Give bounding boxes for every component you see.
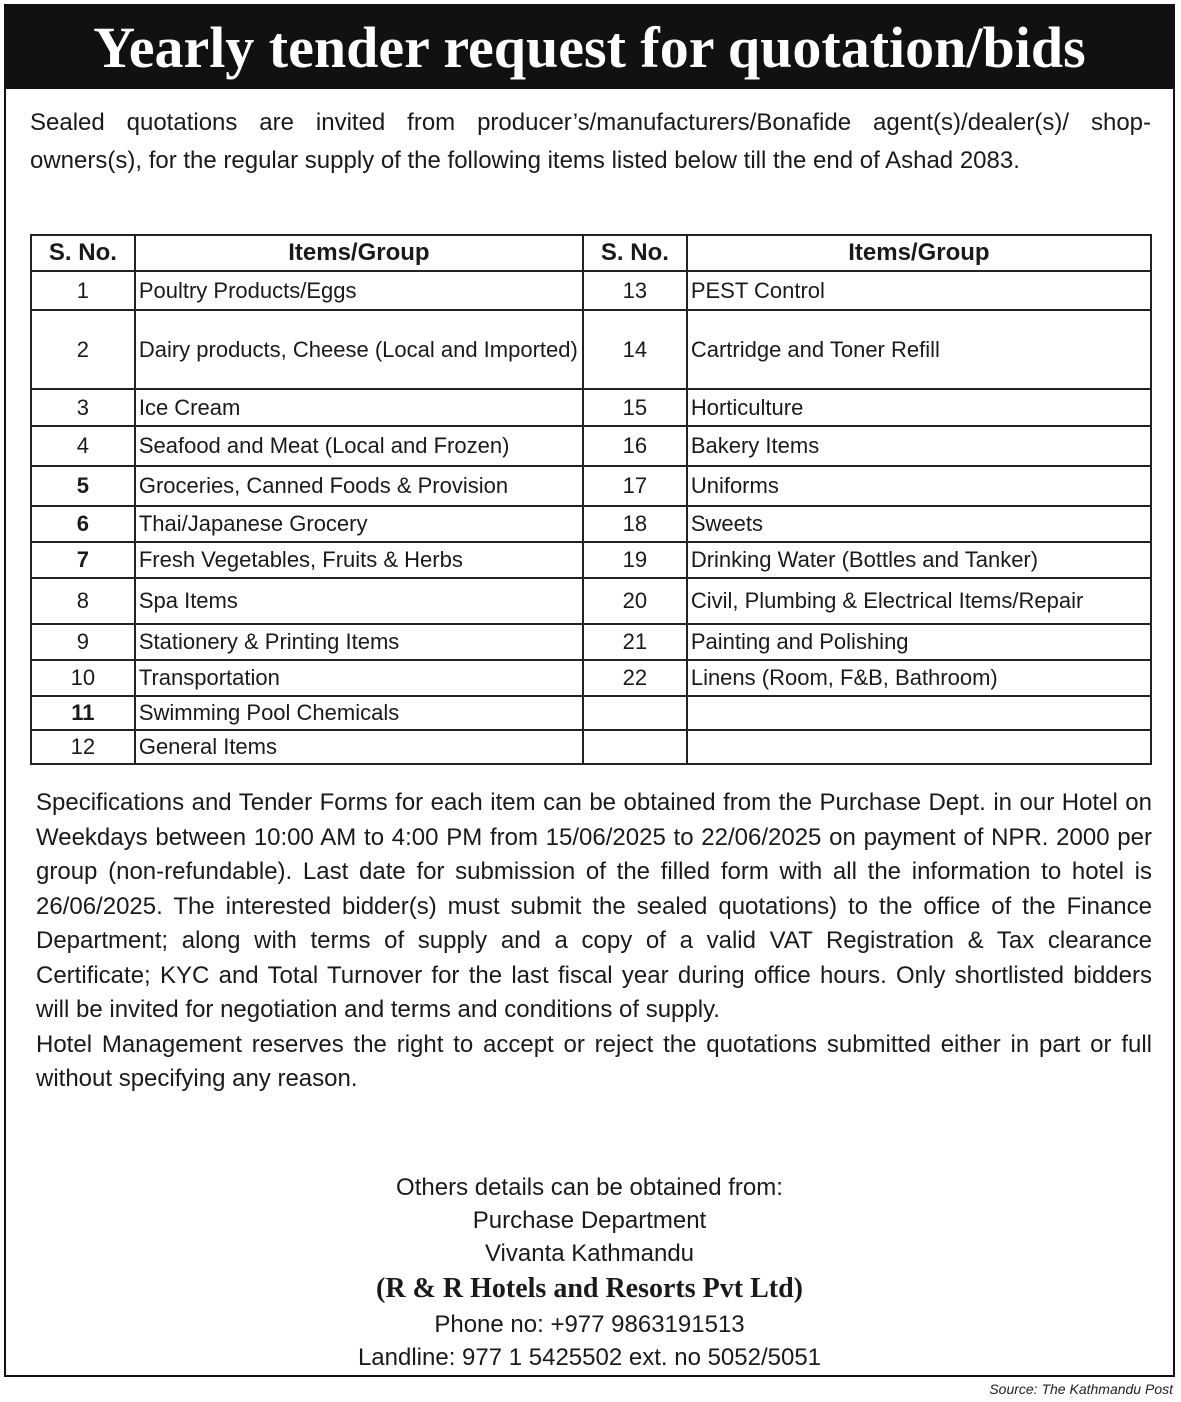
item-cell: Linens (Room, F&B, Bathroom) [687,660,1151,696]
table-row [31,542,1151,578]
table-header-row [31,235,1151,271]
sno-cell: 20 [583,578,687,624]
sno-cell [583,696,687,730]
item-cell [687,730,1151,764]
header-sno-right: S. No. [583,235,687,271]
item-cell: Horticulture [687,389,1151,426]
sno-cell [583,730,687,764]
header-items-right: Items/Group [687,235,1151,271]
item-cell: Painting and Polishing [687,624,1151,660]
table-row [31,426,1151,466]
item-cell: Drinking Water (Bottles and Tanker) [687,542,1151,578]
sno-cell: 2 [31,310,135,389]
item-cell: Sweets [687,506,1151,542]
contact-intro: Others details can be obtained from: [396,1174,783,1201]
table-row [31,696,1151,730]
contact-block [6,1171,1173,1374]
item-cell: Thai/Japanese Grocery [135,506,583,542]
table-row [31,389,1151,426]
table-row [31,578,1151,624]
item-cell: Ice Cream [135,389,583,426]
source-credit: Source: The Kathmandu Post [989,1381,1173,1397]
sno-cell: 7 [31,542,135,578]
item-cell: Fresh Vegetables, Fruits & Herbs [135,542,583,578]
item-cell: Civil, Plumbing & Electrical Items/Repair [687,578,1151,624]
page-title: Yearly tender request for quotation/bids [6,6,1173,89]
specifications-section [36,786,1152,1097]
table-row [31,730,1151,764]
table-row [31,466,1151,506]
item-cell: Bakery Items [687,426,1151,466]
specifications-paragraph: Specifications and Tender Forms for each item can be obtained from the Purchase Dept. in our Hotel on Weekdays between 10:00 AM to 4:00 PM from 15/06/2025 to 22/06/2025 on payment of NPR. 2000 per group (non-refundable). Last date for submission of the filled form with all the information to hotel is 26/06/2025. The interested bidder(s) must submit the sealed quotations) to the office of the Finance Department; along with terms of supply and a copy of a valid VAT Registration & Tax clearance Certificate; KYC and Total Turnover for the last fiscal year during office hours. Only shortlisted bidders will be invited for negotiation and terms and conditions of supply. [36,789,1152,1023]
contact-phone: Phone no: +977 9863191513 [434,1311,745,1338]
sno-cell: 14 [583,310,687,389]
header-sno-left: S. No. [31,235,135,271]
contact-landline: Landline: 977 1 5425502 ext. no 5052/5051 [357,1344,822,1371]
item-cell: PEST Control [687,271,1151,310]
sno-cell: 17 [583,466,687,506]
item-cell [687,696,1151,730]
table-row [31,506,1151,542]
contact-department: Purchase Department [472,1207,707,1234]
sno-cell: 9 [31,624,135,660]
sno-cell: 13 [583,271,687,310]
item-cell: Spa Items [135,578,583,624]
item-cell: Poultry Products/Eggs [135,271,583,310]
item-cell: Transportation [135,660,583,696]
intro-paragraph: Sealed quotations are invited from producer’s/manufacturers/Bonafide agent(s)/dealer(s)/ shop-owners(s), for the regular supply of the following items listed below till the end of Ashad 2083. [30,109,1151,174]
table-row [31,310,1151,389]
contact-hotel: Vivanta Kathmandu [484,1240,695,1267]
item-cell: Stationery & Printing Items [135,624,583,660]
table-row [31,624,1151,660]
header-items-left: Items/Group [135,235,583,271]
item-cell: Uniforms [687,466,1151,506]
table-row [31,271,1151,310]
sno-cell: 5 [31,466,135,506]
sno-cell: 19 [583,542,687,578]
sno-cell: 18 [583,506,687,542]
sno-cell: 3 [31,389,135,426]
sno-cell: 8 [31,578,135,624]
item-cell: Groceries, Canned Foods & Provision [135,466,583,506]
sno-cell: 16 [583,426,687,466]
sno-cell: 1 [31,271,135,310]
sno-cell: 21 [583,624,687,660]
item-cell: Swimming Pool Chemicals [135,696,583,730]
company-name: (R & R Hotels and Resorts Pvt Ltd) [376,1273,803,1304]
sno-cell: 6 [31,506,135,542]
sno-cell: 4 [31,426,135,466]
sno-cell: 22 [583,660,687,696]
management-paragraph: Hotel Management reserves the right to accept or reject the quotations submitted either in part or full without specifying any reason. [36,1030,1152,1092]
sno-cell: 10 [31,660,135,696]
items-table [30,234,1152,765]
notice-frame [4,4,1175,1377]
sno-cell: 15 [583,389,687,426]
item-cell: Seafood and Meat (Local and Frozen) [135,426,583,466]
sno-cell: 11 [31,696,135,730]
item-cell: Dairy products, Cheese (Local and Imported) [135,310,583,389]
item-cell: Cartridge and Toner Refill [687,310,1151,389]
sno-cell: 12 [31,730,135,764]
item-cell: General Items [135,730,583,764]
table-row [31,660,1151,696]
